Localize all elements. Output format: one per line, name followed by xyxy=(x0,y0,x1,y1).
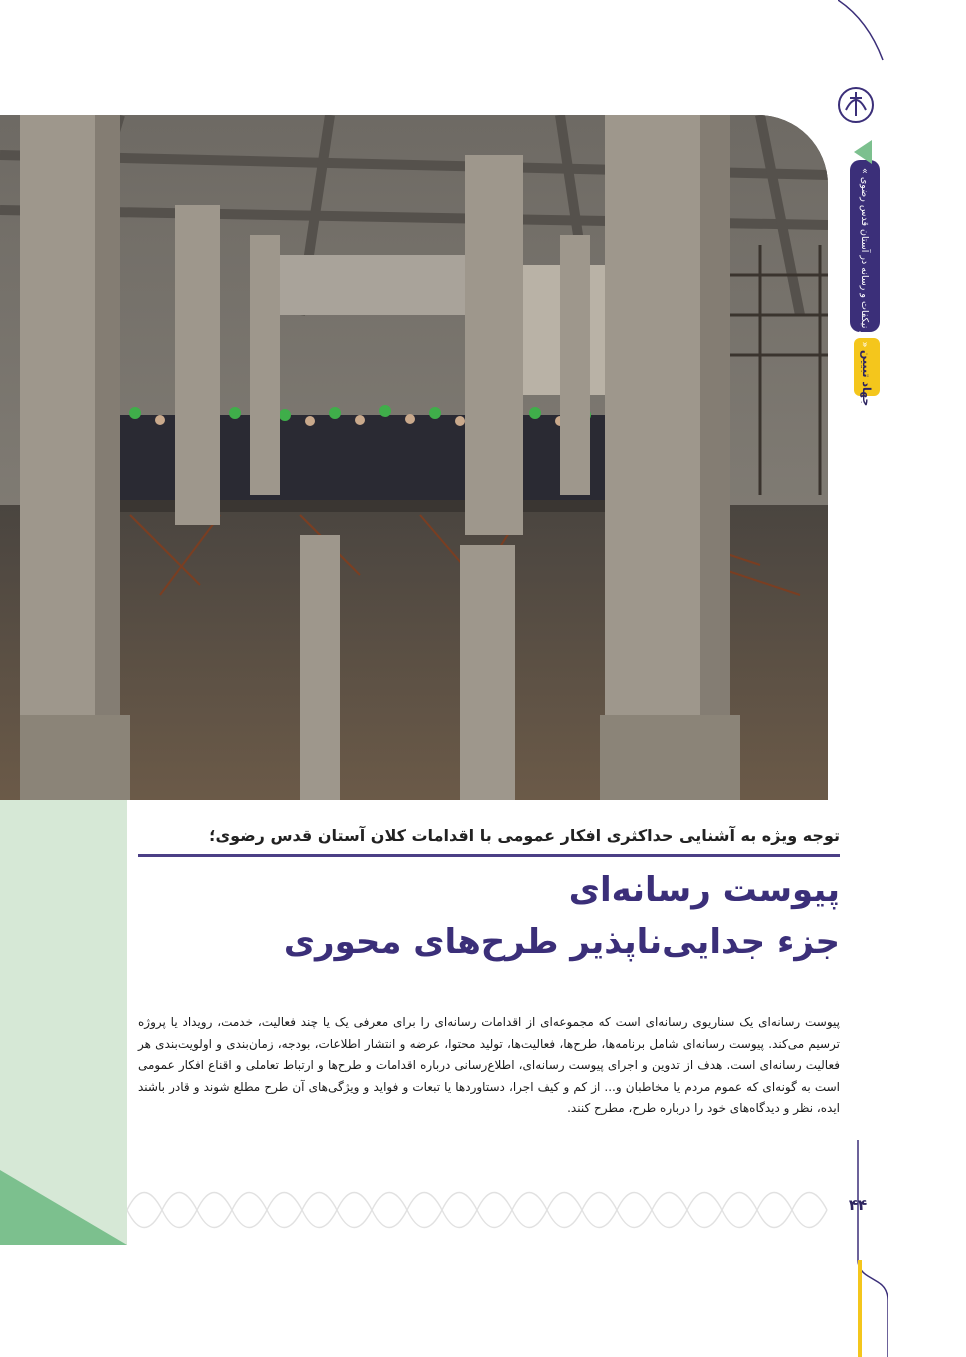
page-number: ۴۴ xyxy=(848,1196,868,1214)
article-title-line1: پیوست رسانه‌ای xyxy=(568,870,840,910)
section-label: جهاد تبیین xyxy=(860,350,873,407)
lattice-ornament xyxy=(127,1170,832,1245)
magazine-logo-icon xyxy=(836,80,876,130)
side-caption: « از نیکفات و رسانه در آستان قدس رضوی » xyxy=(859,168,870,348)
construction-photo xyxy=(0,115,828,800)
green-triangle-decoration xyxy=(0,1170,127,1245)
article-kicker: توجه ویژه به آشنایی حداکثری افکار عمومی با اقدامات کلان آستان قدس رضوی؛ xyxy=(209,826,840,845)
article-body: پیوست رسانه‌ای یک سناریوی رسانه‌ای است که مجموعه‌ای از اقدامات رسانه‌ای را برای معرفی یک یا چند فعالیت، خدمت، رویداد یا پروژه ترسیم می‌کند. پیوست رسانه‌ای شامل برنامه‌ها، طرح‌ها، فعالیت‌ها، تولید محتوا، عرضه و انتشار اطلاعات، بودجه، زمان‌بندی و اولویت‌بندی هر فعالیت رسانه‌ای است. هدف از تدوین و اجرای پیوست رسانه‌ای، اطلاع‌رسانی درباره اقدامات و طرح‌ها و ارتباط تعاملی و اقناع افکار عمومی است به گونه‌ای که عموم مردم یا مخاطبان و... از کم و کیف اجرا، دستاوردها یا تبعات و فواید و ویژگی‌های آن طرح مطلع شوند و قادر باشند ایده، نظر و دیدگاه‌های خود را درباره طرح، مطرح کنند. xyxy=(138,1015,840,1115)
article-title-line2: جزء جدایی‌ناپذیر طرح‌های محوری xyxy=(283,922,840,962)
title-divider xyxy=(138,854,840,857)
